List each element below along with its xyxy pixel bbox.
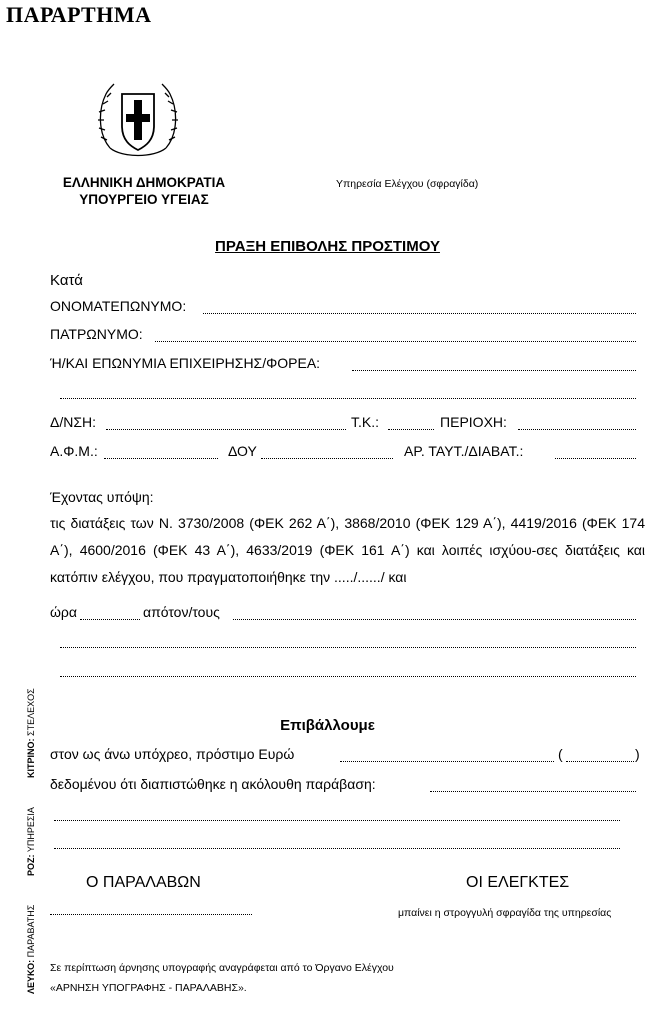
- copy-white-label: [26, 905, 36, 994]
- tax-id-field[interactable]: [104, 458, 218, 459]
- fine-amount-words-field[interactable]: [566, 761, 634, 762]
- considering-label: Έχοντας υπόψη:: [50, 489, 154, 505]
- father-name-field[interactable]: [155, 341, 636, 342]
- id-number-label: ΑΡ. ΤΑΥΤ./ΔΙΑΒΑΤ.:: [404, 443, 524, 459]
- paren-open: (: [558, 746, 563, 762]
- business-name-field-continued[interactable]: [60, 398, 636, 399]
- copy-pink-color: ΡΟΖ:: [26, 854, 36, 876]
- business-name-field[interactable]: [352, 370, 636, 371]
- violation-field[interactable]: [430, 791, 636, 792]
- copy-white-color: ΛΕΥΚΟ:: [26, 959, 36, 994]
- tax-office-field[interactable]: [261, 458, 393, 459]
- full-name-field[interactable]: [203, 313, 636, 314]
- copy-white-recipient: ΠΑΡΑΒΑΤΗΣ: [26, 904, 36, 958]
- copy-yellow-label: [26, 688, 36, 778]
- stamp-label: Υπηρεσία Ελέγχου (σφραγίδα): [336, 178, 479, 190]
- tax-id-label: Α.Φ.Μ.:: [50, 443, 98, 459]
- issuer-block: [46, 174, 242, 208]
- document-title: ΠΡΑΞΗ ΕΠΙΒΟΛΗΣ ΠΡΟΣΤΙΜΟΥ: [215, 238, 440, 255]
- copy-pink-label: [26, 807, 36, 876]
- tax-office-label: ΔΟΥ: [228, 443, 257, 459]
- imposition-heading: Επιβάλλουμε: [280, 717, 375, 734]
- father-name-label: ΠΑΤΡΩΝΥΜΟ:: [50, 326, 143, 342]
- copy-yellow-color: ΚΙΤΡΙΝΟ:: [26, 738, 36, 778]
- fine-amount-label: στον ως άνω υπόχρεο, πρόστιμο Ευρώ: [50, 746, 295, 762]
- id-number-field[interactable]: [555, 458, 636, 459]
- copy-pink-recipient: ΥΠΗΡΕΣΙΑ: [26, 807, 36, 853]
- area-label: ΠΕΡΙΟΧΗ:: [440, 414, 507, 430]
- recipient-signature-label: Ο ΠΑΡΑΛΑΒΩΝ: [86, 874, 201, 891]
- time-label: ώρα: [50, 604, 77, 620]
- greek-coat-of-arms-icon: [96, 74, 180, 162]
- recipient-signature-field[interactable]: [50, 914, 252, 915]
- address-field[interactable]: [106, 429, 346, 430]
- violation-line-2[interactable]: [54, 848, 620, 849]
- issuer-country: ΕΛΛΗΝΙΚΗ ΔΗΜΟΚΡΑΤΙΑ: [62, 175, 226, 190]
- paren-close: ): [635, 746, 640, 762]
- time-field[interactable]: [80, 619, 140, 620]
- fine-amount-field[interactable]: [340, 761, 554, 762]
- inspectors-signature-label: ΟΙ ΕΛΕΓΚΤΕΣ: [466, 874, 570, 891]
- copy-yellow-recipient: ΣΤΕΛΕΧΟΣ: [26, 688, 36, 736]
- stamp-note: μπαίνει η στρογγυλή σφραγίδα της υπηρεσίας: [398, 907, 612, 919]
- inspectors-names-field[interactable]: [233, 619, 636, 620]
- area-field[interactable]: [518, 429, 636, 430]
- against-label: Κατά: [50, 272, 83, 289]
- violation-line-1[interactable]: [54, 820, 620, 821]
- refusal-note-line-1: Σε περίπτωση άρνησης υπογραφής αναγράφεται από το Όργανο Ελέγχου: [50, 962, 394, 974]
- notes-line-2[interactable]: [60, 676, 636, 677]
- violation-label: δεδομένου ότι διαπιστώθηκε η ακόλουθη παράβαση:: [50, 776, 376, 792]
- by-them-label: απότον/τους: [143, 604, 220, 620]
- business-name-label: Ή/ΚΑΙ ΕΠΩΝΥΜΙΑ ΕΠΙΧΕΙΡΗΣΗΣ/ΦΟΡΕΑ:: [50, 355, 321, 371]
- refusal-note-line-2: «ΑΡΝΗΣΗ ΥΠΟΓΡΑΦΗΣ - ΠΑΡΑΛΑΒΗΣ».: [50, 982, 247, 994]
- issuer-ministry: ΥΠΟΥΡΓΕΙΟ ΥΓΕΙΑΣ: [79, 192, 209, 207]
- address-label: Δ/ΝΣΗ:: [50, 414, 97, 430]
- postal-code-label: Τ.Κ.:: [351, 414, 380, 430]
- full-name-label: ΟΝΟΜΑΤΕΠΩΝΥΜΟ:: [50, 298, 187, 314]
- postal-code-field[interactable]: [388, 429, 434, 430]
- legal-basis-text: τις διατάξεις των Ν. 3730/2008 (ΦΕΚ 262 Α΄), 3868/2010 (ΦΕΚ 129 Α΄), 4419/2016 (ΦΕΚ 174 Α΄), 4600/2016 (ΦΕΚ 43 Α΄), 4633/2019 (ΦΕΚ 161 Α΄) και λοιπές ισχύου-σες διατάξεις και κατόπιν ελέγχου, που πραγματοποιήθηκε την ...../....../ και: [50, 515, 645, 585]
- notes-line-1[interactable]: [60, 647, 636, 648]
- page-title: ΠΑΡΑΡΤΗΜΑ: [6, 2, 152, 27]
